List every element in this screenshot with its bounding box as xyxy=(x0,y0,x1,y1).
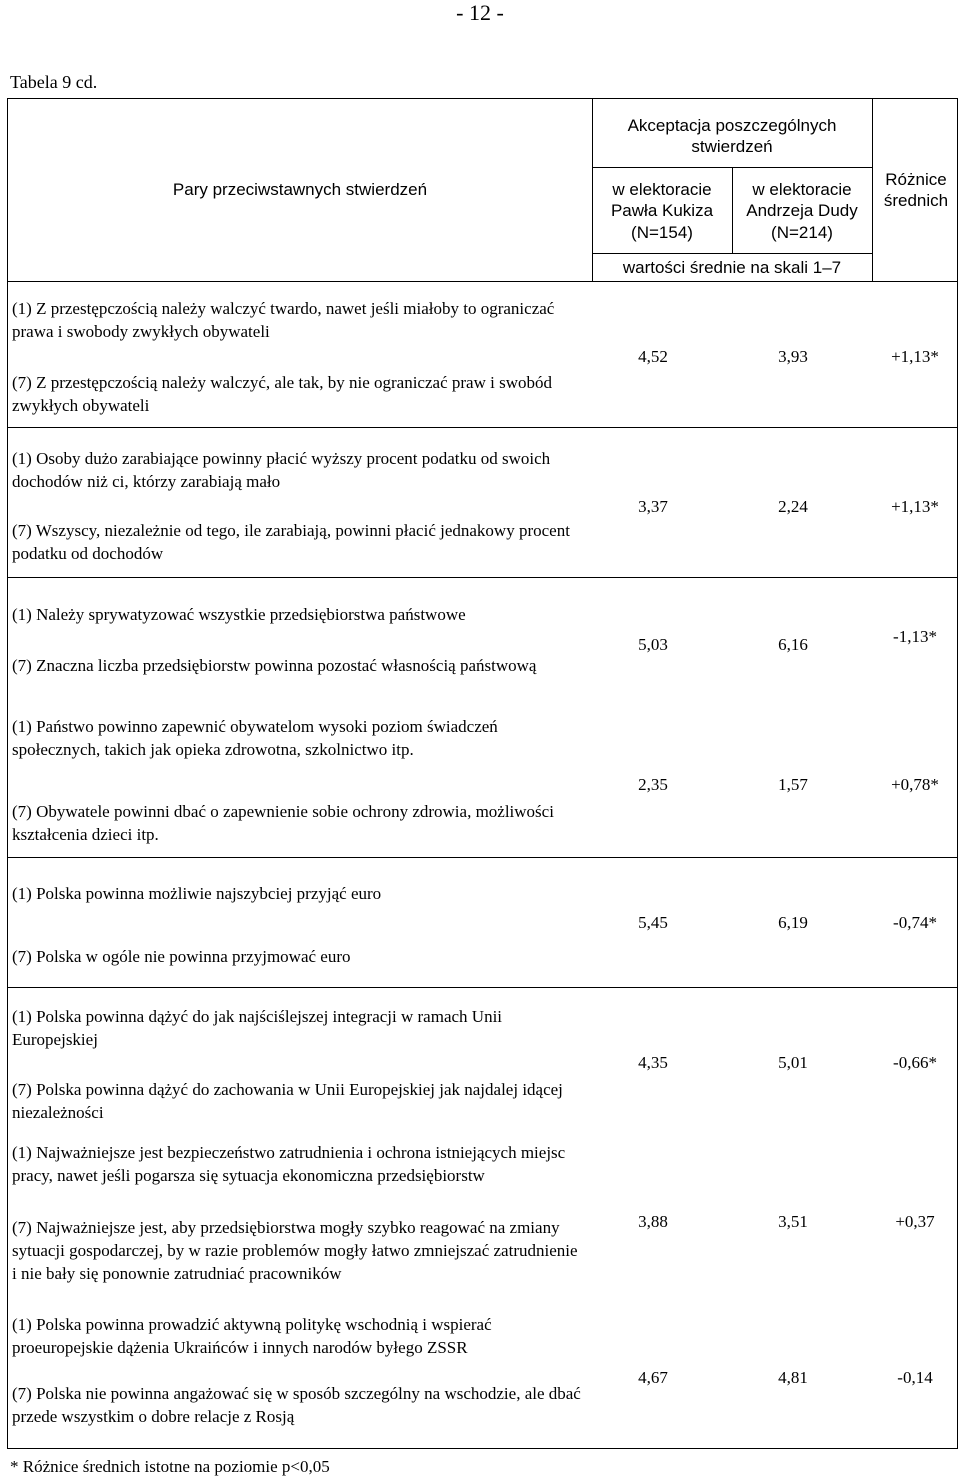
statement-a: (1) Państwo powinno zapewnić obywatelom wysoki poziom świadczeń społecznych, takich jak opieka zdrowotna, szkolnictwo itp. xyxy=(12,717,498,759)
statement-b: (7) Polska w ogóle nie powinna przyjmować euro xyxy=(12,947,351,966)
header-kukiz: w elektoracie Pawła Kukiza (N=154) xyxy=(610,180,714,242)
value-diff: +0,78* xyxy=(891,775,939,794)
statement-b: (7) Polska nie powinna angażować się w sposób szczególny na wschodzie, ale dbać przede wszystkim o dobre relacje z Rosją xyxy=(12,1384,581,1426)
value-duda: 3,93 xyxy=(778,347,808,366)
value-kukiz: 4,35 xyxy=(638,1053,668,1072)
value-duda: 1,57 xyxy=(778,775,808,794)
statement-b: (7) Z przestępczością należy walczyć, ale tak, by nie ograniczać praw i swobód zwykłych obywateli xyxy=(12,373,552,415)
value-kukiz: 5,45 xyxy=(638,913,668,932)
value-kukiz: 2,35 xyxy=(638,775,668,794)
header-bottom-border xyxy=(8,281,957,282)
row-border xyxy=(8,987,957,988)
value-kukiz: 3,37 xyxy=(638,497,668,516)
value-diff: +0,37 xyxy=(895,1212,935,1231)
value-duda: 4,81 xyxy=(778,1368,808,1387)
statement-b: (7) Polska powinna dążyć do zachowania w Unii Europejskiej jak najdalej idącej niezależności xyxy=(12,1080,563,1122)
table-caption: Tabela 9 cd. xyxy=(10,72,98,92)
value-kukiz: 4,67 xyxy=(638,1368,668,1387)
statement-a: (1) Osoby dużo zarabiające powinny płacić wyższy procent podatku od swoich dochodów niż ci, którzy zarabiają mało xyxy=(12,449,551,491)
statement-a: (1) Należy sprywatyzować wszystkie przedsiębiorstwa państwowe xyxy=(12,605,466,624)
row-border xyxy=(8,577,957,578)
value-kukiz: 5,03 xyxy=(638,635,668,654)
value-diff: -0,74* xyxy=(893,913,937,932)
value-duda: 6,19 xyxy=(778,913,808,932)
header-duda: w elektoracie Andrzeja Dudy (N=214) xyxy=(746,180,858,242)
page-number: - 12 - xyxy=(456,0,504,25)
value-diff: -0,14 xyxy=(897,1368,933,1387)
statement-b: (7) Najważniejsze jest, aby przedsiębiorstwa mogły szybko reagować na zmiany sytuacji gospodarczej, by w razie problemów mogły łatwo zmniejszać zatrudnienie i nie bały się ponownie zatrudniać pracowników xyxy=(12,1218,578,1283)
value-duda: 5,01 xyxy=(778,1053,808,1072)
statement-a: (1) Polska powinna prowadzić aktywną politykę wschodnią i wspierać proeuropejskie dążenia Ukraińców i innych narodów byłego ZSSR xyxy=(12,1315,492,1357)
statement-a: (1) Polska powinna możliwie najszybciej przyjąć euro xyxy=(12,884,382,903)
statement-a: (1) Z przestępczością należy walczyć twardo, nawet jeśli miałoby to ograniczać prawa i swobody zwykłych obywateli xyxy=(12,299,555,341)
value-diff: +1,13* xyxy=(891,347,939,366)
header-diff: Różnice średnich xyxy=(883,170,949,211)
statement-b: (7) Obywatele powinni dbać o zapewnienie sobie ochrony zdrowia, możliwości kształcenia dzieci itp. xyxy=(12,802,554,844)
value-duda: 3,51 xyxy=(778,1212,808,1231)
value-duda: 2,24 xyxy=(778,497,808,516)
value-kukiz: 4,52 xyxy=(638,347,668,366)
header-pairs: Pary przeciwstawnych stwierdzeń xyxy=(172,180,428,199)
footnote: * Różnice średnich istotne na poziomie p<0,05 xyxy=(10,1457,330,1476)
header-divider-3 xyxy=(732,167,733,253)
statement-b: (7) Znaczna liczba przedsiębiorstw powinna pozostać własnością państwową xyxy=(12,656,537,675)
statement-a: (1) Polska powinna dążyć do jak najściślejszej integracji w ramach Unii Europejskiej xyxy=(12,1007,503,1049)
value-kukiz: 3,88 xyxy=(638,1212,668,1231)
header-subgroup-border xyxy=(592,167,872,168)
value-diff: -1,13* xyxy=(893,627,937,646)
header-divider-2 xyxy=(872,99,873,281)
row-border xyxy=(8,857,957,858)
value-diff: +1,13* xyxy=(891,497,939,516)
header-scale: wartości średnie na skali 1–7 xyxy=(622,258,842,277)
value-diff: -0,66* xyxy=(893,1053,937,1072)
row-border xyxy=(8,427,957,428)
statement-b: (7) Wszyscy, niezależnie od tego, ile zarabiają, powinni płacić jednakowy procent podatku od dochodów xyxy=(12,521,570,563)
comparison-table xyxy=(7,98,958,1449)
header-scale-border xyxy=(592,253,872,254)
header-acceptance: Akceptacja poszczególnych stwierdzeń xyxy=(627,116,837,157)
value-duda: 6,16 xyxy=(778,635,808,654)
statement-a: (1) Najważniejsze jest bezpieczeństwo zatrudnienia i ochrona istniejących miejsc pracy, nawet jeśli pogarsza się sytuacja ekonomiczna przedsiębiorstw xyxy=(12,1143,566,1185)
